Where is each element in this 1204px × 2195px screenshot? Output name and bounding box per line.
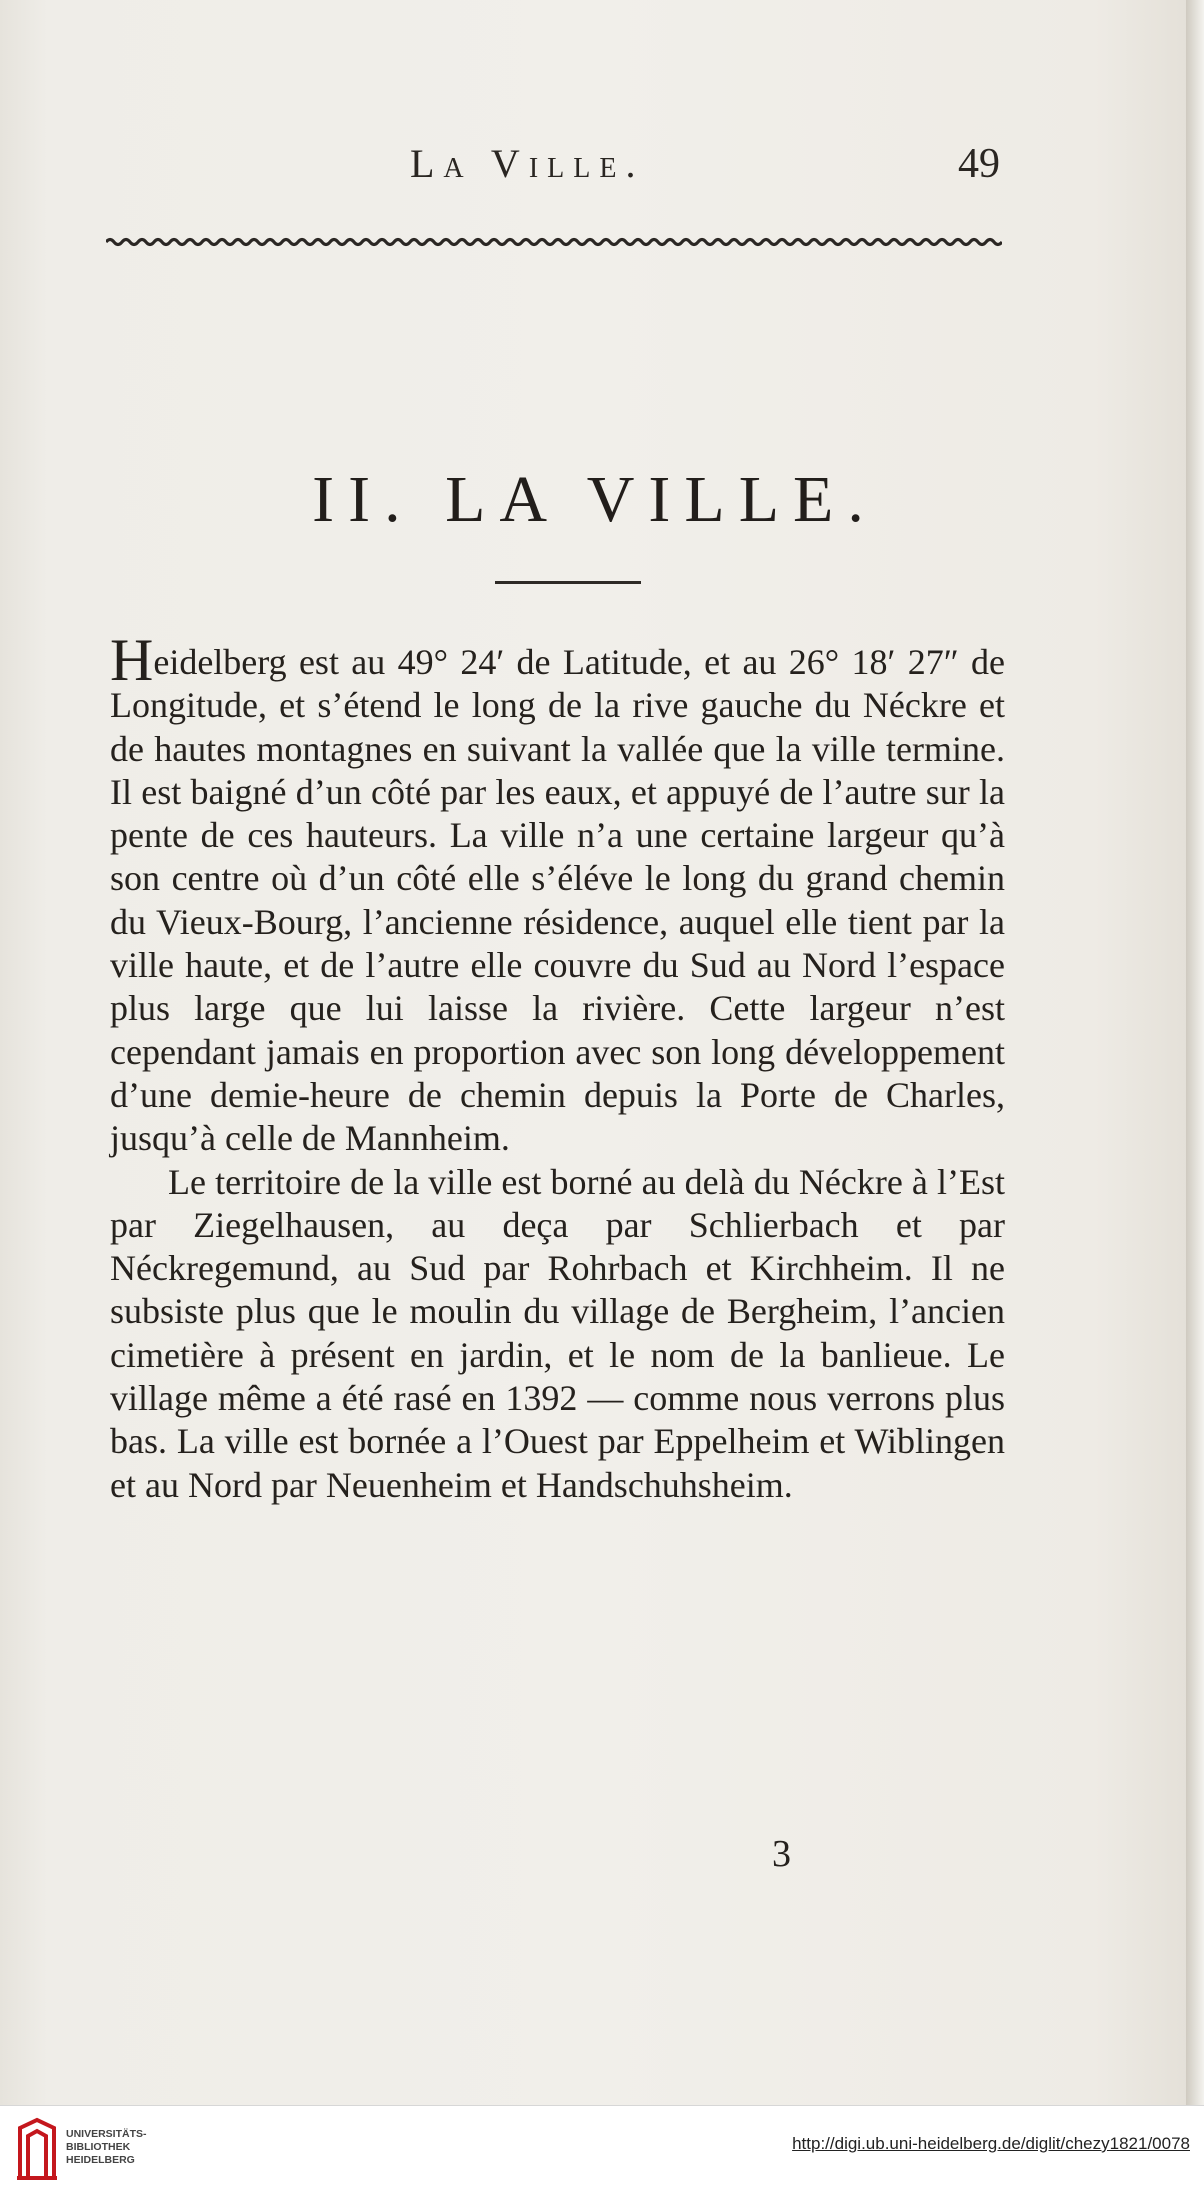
body-text xyxy=(110,627,1005,1507)
institution-line: UNIVERSITÄTS- xyxy=(66,2128,147,2140)
drop-cap: H xyxy=(110,627,154,693)
paragraph-1-text: eidelberg est au 49° 24′ de Latitude, et au 26° 18′ 27″ de Longitude, et s’étend le long de la rive gauche du Néckre et de hautes montagnes en suivant la vallée que la ville termine. Il est baigné d’un côté par les eaux, et appuyé de l’autre sur la pente de ces hauteurs. La ville n’a une certaine largeur qu’à son centre où d’un côté elle s’éléve le long du grand chemin du Vieux-Bourg, l’ancienne résidence, auquel elle tient par la ville haute, et de l’autre elle couvre du Sud au Nord l’espace plus large que lui laisse la rivière. Cette largeur n’est cependant jamais en proportion avec son long développement d’une demie-heure de chemin depuis la Porte de Charles, jusqu’à celle de Mannheim. xyxy=(110,642,1005,1159)
source-url-link[interactable]: http://digi.ub.uni-heidelberg.de/diglit/chezy1821/0078 xyxy=(792,2134,1190,2153)
title-rule xyxy=(495,581,641,584)
chapter-title: II. LA VILLE. xyxy=(312,463,878,536)
paragraph-1 xyxy=(110,627,1005,1161)
institution-name xyxy=(66,2128,147,2167)
library-logo-icon xyxy=(14,2116,60,2182)
page-number: 49 xyxy=(958,141,1000,187)
running-head xyxy=(110,140,1000,200)
paragraph-2: Le territoire de la ville est borné au delà du Néckre à l’Est par Ziegelhausen, au deça par Schlierbach et par Néckregemund, au Sud par Rohrbach et Kirchheim. Il ne subsiste plus que le moulin du village de Bergheim, l’ancien cimetière à présent en jardin, et le nom de la banlieue. Le village même a été rasé en 1392 — comme nous verrons plus bas. La ville est bornée a l’Ouest par Eppelheim et Wiblingen et au Nord par Neuenheim et Handschuhsheim. xyxy=(110,1161,1005,1505)
ornamental-rule xyxy=(106,232,1002,252)
signature-mark: 3 xyxy=(772,1833,791,1875)
running-title: La Ville. xyxy=(410,141,645,186)
page-edge xyxy=(1186,0,1204,2105)
institution-line: BIBLIOTHEK xyxy=(66,2141,131,2153)
digitization-footer xyxy=(0,2105,1204,2195)
institution-line: HEIDELBERG xyxy=(66,2154,135,2166)
